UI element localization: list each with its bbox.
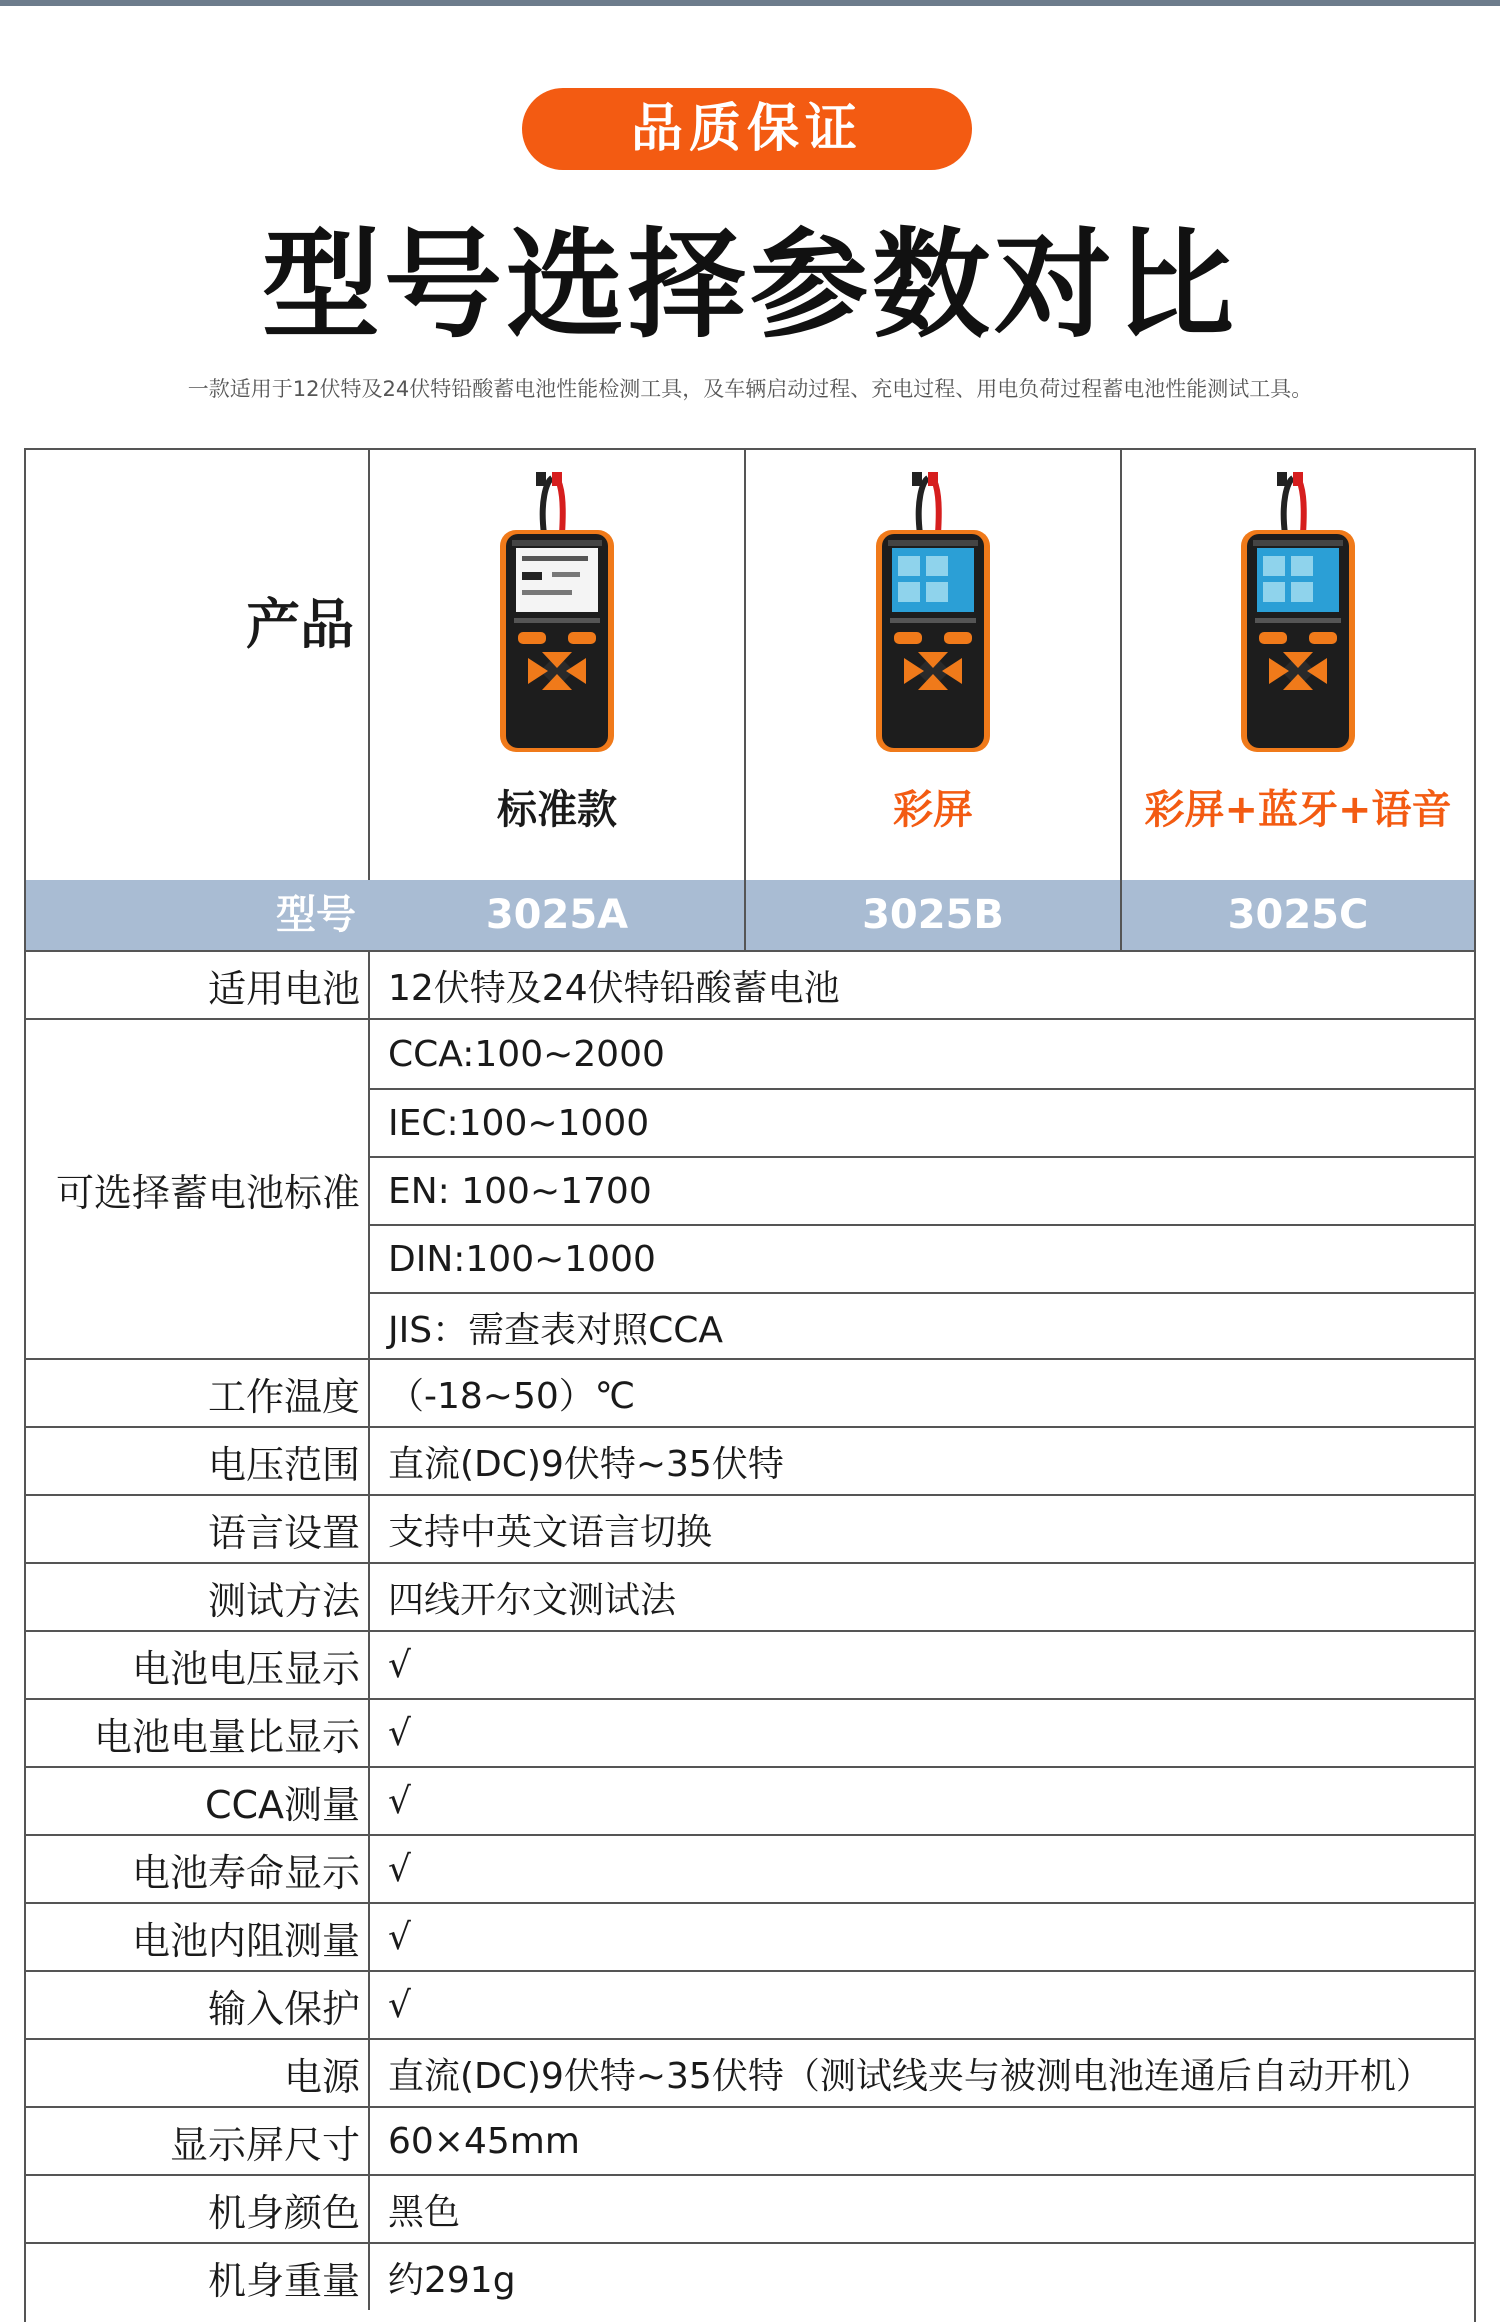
spec-row: [26, 1494, 1474, 1562]
spec-label: CCA测量: [26, 1768, 370, 1834]
spec-label: 可选择蓄电池标准: [26, 1020, 370, 1358]
page-title: 型号选择参数对比: [261, 216, 1238, 354]
spec-value: 四线开尔文测试法: [388, 1579, 677, 1621]
spec-label: 电源: [26, 2040, 370, 2106]
spec-row: [26, 1358, 1474, 1426]
spec-row: [26, 1902, 1474, 1970]
spec-row-battery: [26, 950, 1474, 1018]
spec-row-standards: [26, 1018, 1474, 1358]
spec-row: [26, 1698, 1474, 1766]
spec-label: 适用电池: [26, 952, 370, 1018]
spec-row: [26, 2242, 1474, 2310]
spec-label: 电压范围: [26, 1428, 370, 1494]
spec-row: [26, 1766, 1474, 1834]
spec-row: [26, 1834, 1474, 1902]
standard-value: EN: 100~1700: [370, 1156, 1474, 1224]
spec-label: 语言设置: [26, 1496, 370, 1562]
spec-value: 12伏特及24伏特铅酸蓄电池: [388, 967, 840, 1009]
standard-value: IEC:100~1000: [370, 1088, 1474, 1156]
product-name: 彩屏+蓝牙+语音: [1144, 787, 1452, 833]
spec-value: （-18~50）℃: [388, 1375, 636, 1417]
spec-row: [26, 1630, 1474, 1698]
spec-value: 60×45mm: [388, 2120, 580, 2162]
spec-row: [26, 1970, 1474, 2038]
quality-badge: 品质保证: [522, 88, 972, 170]
spec-value: √: [388, 1712, 411, 1754]
spec-row: [26, 1562, 1474, 1630]
page-subtitle: 一款适用于12伏特及24伏特铅酸蓄电池性能检测工具，及车辆启动过程、充电过程、用电负荷过程蓄电池性能测试工具。: [187, 377, 1313, 401]
spec-label: 机身颜色: [26, 2176, 370, 2242]
spec-label: 机身重量: [26, 2244, 370, 2310]
model-row-label: 型号: [276, 892, 356, 938]
spec-value: √: [388, 1644, 411, 1686]
spec-value: 支持中英文语言切换: [388, 1511, 713, 1553]
spec-label: 电池电压显示: [26, 1632, 370, 1698]
spec-value: 直流(DC)9伏特~35伏特: [388, 1443, 784, 1485]
spec-row: [26, 2106, 1474, 2174]
standard-value: CCA:100~2000: [388, 1033, 665, 1075]
model-number: 3025C: [1227, 892, 1369, 938]
spec-label: 电池电量比显示: [26, 1700, 370, 1766]
battery-tester-image: [868, 472, 998, 762]
spec-label: 测试方法: [26, 1564, 370, 1630]
product-column-3025a: [370, 450, 746, 950]
spec-row: [26, 2038, 1474, 2106]
spec-row: [26, 1426, 1474, 1494]
battery-tester-image: [1233, 472, 1363, 762]
spec-value: √: [388, 1984, 411, 2026]
product-column-3025b: [746, 450, 1122, 950]
spec-label: 电池内阻测量: [26, 1904, 370, 1970]
spec-value: 约291g: [388, 2259, 516, 2301]
product-name: 彩屏: [893, 787, 973, 833]
comparison-table: [24, 448, 1476, 2322]
spec-label: 电池寿命显示: [26, 1836, 370, 1902]
model-number: 3025A: [485, 892, 629, 938]
top-divider: [0, 0, 1500, 6]
model-number: 3025B: [862, 892, 1004, 938]
standard-value: DIN:100~1000: [370, 1224, 1474, 1292]
spec-label: 输入保护: [26, 1972, 370, 2038]
spec-label: 显示屏尺寸: [26, 2108, 370, 2174]
product-name: 标准款: [497, 787, 617, 833]
standard-value: JIS：需查表对照CCA: [370, 1292, 1474, 1360]
spec-value: 直流(DC)9伏特~35伏特（测试线夹与被测电池连通后自动开机）: [388, 2055, 1432, 2097]
spec-value: √: [388, 1780, 411, 1822]
spec-label: 工作温度: [26, 1360, 370, 1426]
product-row-label: 产品: [26, 450, 370, 880]
battery-tester-image: [492, 472, 622, 762]
spec-value: 黑色: [388, 2191, 461, 2233]
spec-value: √: [388, 1916, 411, 1958]
spec-row: [26, 2174, 1474, 2242]
spec-value: √: [388, 1848, 411, 1890]
product-column-3025c: [1122, 450, 1474, 950]
